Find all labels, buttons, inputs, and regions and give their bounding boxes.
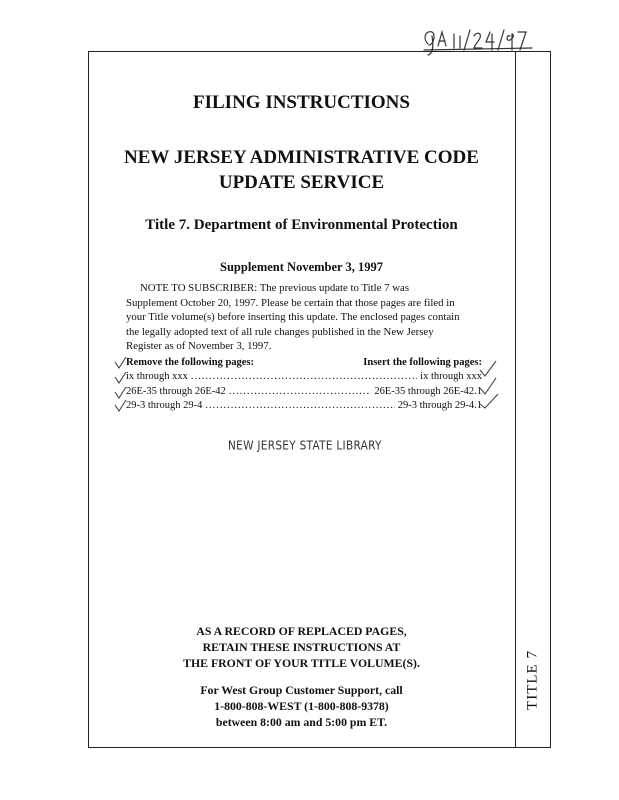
note-line: Register as of November 3, 1997. [126,340,272,353]
dot-leader [229,385,372,400]
check-mark-icon [478,360,500,410]
record-line: AS A RECORD OF REPLACED PAGES, [196,624,407,638]
insert-header: Insert the following pages: [363,357,482,368]
check-mark-icon [112,356,130,418]
library-stamp: NEW JERSEY STATE LIBRARY [228,439,382,453]
pages-row [126,370,482,385]
insert-range: 29-3 through 29-4.1 [397,400,482,411]
insert-range: 26E-35 through 26E-42.1 [374,385,482,397]
support-line: between 8:00 am and 5:00 pm ET. [215,714,388,729]
document-title: FILING INSTRUCTIONS [193,92,410,113]
remove-header: Remove the following pages: [126,357,255,368]
note-line: your Title volume(s) before inserting this update. The enclosed pages contain [126,311,460,324]
note-line: Supplement October 20, 1997. Please be certain that those pages are filed in [126,296,455,309]
support-line: 1-800-808-WEST (1-800-808-9378) [214,698,389,713]
remove-range: 26E-35 through 26E-42 [126,385,226,397]
tab-divider [515,51,516,748]
pages-table [126,356,482,414]
record-line: RETAIN THESE INSTRUCTIONS AT [202,639,401,654]
customer-support [88,683,515,730]
subscriber-note [126,281,486,354]
pages-header [126,356,482,370]
document-subtitle [88,145,515,195]
remove-range: 29-3 through 29-4 [126,400,203,411]
subtitle-line: NEW JERSEY ADMINISTRATIVE CODE [124,147,479,168]
title-heading: Title 7. Department of Environmental Protection [145,217,458,233]
supplement-date: Supplement November 3, 1997 [220,260,383,274]
tab-label: TITLE 7 [524,650,541,710]
note-line: the legally adopted text of all rule changes published in the New Jersey [126,325,434,338]
remove-range: ix through xxx [126,371,188,382]
pages-row [126,399,482,414]
support-line: For West Group Customer Support, call [200,683,403,697]
pages-row [126,385,482,400]
subtitle-line: UPDATE SERVICE [218,172,385,193]
insert-range: ix through xxx [420,371,482,382]
note-line: NOTE TO SUBSCRIBER: The previous update to Title 7 was [140,282,410,294]
record-line: THE FRONT OF YOUR TITLE VOLUME(S). [183,655,420,670]
dot-leader [191,370,417,385]
dot-leader [205,399,394,414]
record-instructions [88,624,515,671]
